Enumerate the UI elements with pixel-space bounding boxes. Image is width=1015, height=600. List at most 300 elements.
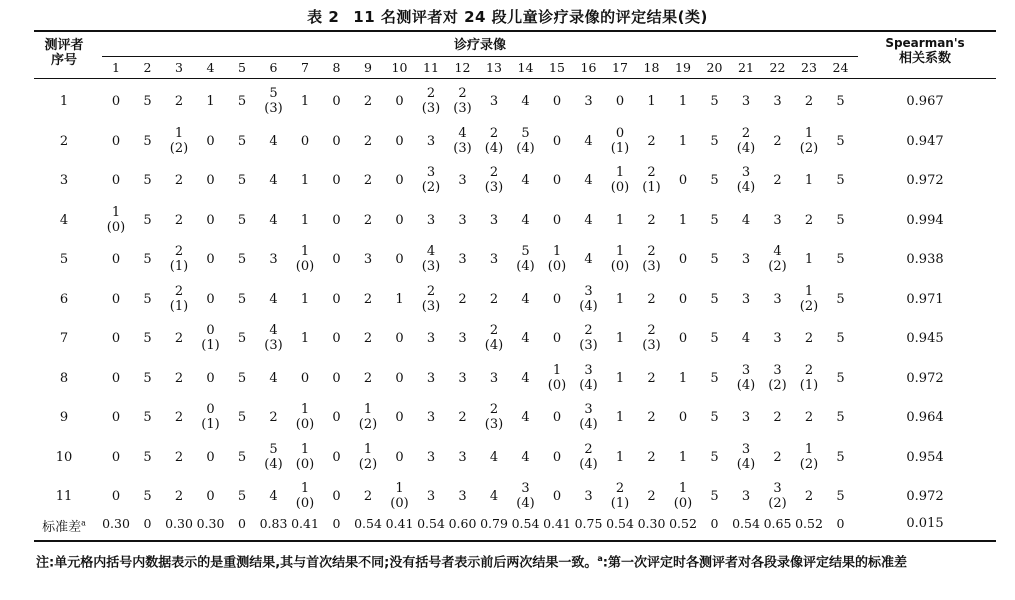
rating-value: 5 bbox=[143, 291, 152, 307]
rating-cell bbox=[383, 371, 417, 386]
rating-value: 0 bbox=[300, 370, 310, 386]
rating-value: 2 bbox=[426, 283, 436, 299]
rating-value: 0 bbox=[332, 410, 341, 425]
rating-cell bbox=[698, 252, 732, 267]
column-number: 15 bbox=[549, 60, 565, 75]
rating-value: 5 bbox=[143, 410, 152, 425]
rating-value: 5 bbox=[710, 212, 719, 228]
rating-value: 0 bbox=[111, 331, 121, 346]
rating-value: 4 bbox=[489, 449, 499, 465]
rating-cell bbox=[540, 363, 574, 393]
rating-value: 2 bbox=[773, 449, 782, 465]
retest-value: (0) bbox=[610, 180, 630, 195]
rating-value: 2 bbox=[458, 86, 467, 101]
rating-cell bbox=[603, 410, 637, 425]
rating-cell bbox=[257, 489, 291, 504]
rating-cell bbox=[509, 244, 543, 274]
rating-value: 0 bbox=[206, 173, 215, 188]
rating-value: 5 bbox=[710, 133, 719, 149]
rating-cell bbox=[572, 442, 606, 472]
rating-cell bbox=[603, 165, 637, 195]
rating-value: 0 bbox=[678, 173, 688, 188]
rating-cell bbox=[414, 410, 448, 425]
rating-value: 2 bbox=[363, 291, 373, 307]
rating-cell bbox=[824, 292, 858, 307]
rating-value: 5 bbox=[836, 331, 845, 346]
std-value: 0.41 bbox=[291, 516, 319, 531]
rating-cell bbox=[761, 292, 795, 307]
retest-value: (0) bbox=[295, 456, 315, 472]
rating-cell bbox=[603, 126, 637, 156]
rating-value: 5 bbox=[143, 94, 152, 109]
rating-cell bbox=[383, 410, 417, 425]
spearman-value: 0.945 bbox=[906, 331, 944, 346]
rating-value: 3 bbox=[521, 481, 530, 496]
rating-cell bbox=[194, 252, 228, 267]
rating-cell bbox=[603, 371, 637, 386]
rating-cell bbox=[824, 371, 858, 386]
rating-cell bbox=[729, 489, 763, 504]
rating-value: 5 bbox=[237, 489, 247, 504]
rating-cell bbox=[477, 371, 511, 386]
rating-cell bbox=[792, 252, 826, 267]
rating-value: 1 bbox=[678, 133, 688, 149]
rating-value: 2 bbox=[804, 331, 814, 346]
rating-cell bbox=[446, 489, 480, 504]
rating-cell bbox=[477, 323, 511, 353]
rating-cell bbox=[446, 410, 480, 425]
std-value: 0.60 bbox=[448, 516, 477, 531]
std-spearman: 0.015 bbox=[906, 516, 944, 531]
rating-value: 3 bbox=[458, 212, 467, 228]
table-caption bbox=[0, 6, 1015, 27]
rating-value: 4 bbox=[521, 449, 530, 465]
rating-value: 2 bbox=[804, 362, 814, 378]
rating-cell bbox=[698, 371, 732, 386]
rating-cell bbox=[162, 331, 196, 346]
rating-cell bbox=[225, 331, 259, 346]
rating-cell bbox=[257, 213, 291, 228]
rating-cell bbox=[666, 213, 700, 228]
table-number: 表 2 bbox=[307, 8, 340, 26]
rating-value: 0 bbox=[332, 252, 341, 267]
rating-value: 4 bbox=[584, 133, 593, 149]
rating-cell bbox=[383, 213, 417, 228]
rating-cell bbox=[162, 450, 196, 465]
rating-cell bbox=[288, 244, 322, 274]
rating-value: 0 bbox=[552, 291, 562, 307]
rating-cell bbox=[194, 489, 228, 504]
rating-value: 1 bbox=[552, 362, 562, 378]
rating-cell bbox=[509, 173, 543, 188]
std-value: 0.30 bbox=[637, 516, 666, 531]
rating-cell bbox=[666, 450, 700, 465]
rating-cell bbox=[351, 173, 385, 188]
rating-cell bbox=[635, 371, 669, 386]
rating-cell bbox=[257, 323, 291, 353]
rating-value: 5 bbox=[836, 173, 845, 188]
note-prefix: 注:单元格内括号内数据表示的是重测结果,其与首次结果不同;没有括号者表示前后两次结果一致。 bbox=[36, 555, 598, 571]
retest-value: (0) bbox=[390, 496, 409, 511]
retest-value: (3) bbox=[264, 338, 283, 353]
rating-value: 3 bbox=[458, 449, 467, 465]
rating-value: 0 bbox=[111, 173, 121, 188]
rating-cell bbox=[572, 323, 606, 353]
spearman-value: 0.947 bbox=[906, 133, 944, 149]
rating-cell bbox=[792, 442, 826, 472]
rating-value: 2 bbox=[489, 402, 499, 417]
std-value: 0.54 bbox=[606, 516, 634, 531]
rating-value: 0 bbox=[332, 331, 341, 346]
rating-value: 5 bbox=[143, 449, 152, 465]
rating-value: 1 bbox=[678, 481, 688, 496]
rating-cell bbox=[257, 442, 291, 472]
rating-value: 0 bbox=[332, 291, 341, 307]
rating-cell bbox=[572, 173, 606, 188]
rating-cell bbox=[288, 134, 322, 149]
rating-value: 4 bbox=[773, 244, 782, 259]
rating-value: 2 bbox=[647, 489, 656, 504]
rating-cell bbox=[383, 252, 417, 267]
rating-cell bbox=[225, 173, 259, 188]
rating-cell bbox=[131, 252, 165, 267]
rating-cell bbox=[603, 292, 637, 307]
rating-value: 1 bbox=[206, 94, 215, 109]
retest-value: (0) bbox=[547, 377, 567, 393]
rating-value: 4 bbox=[741, 331, 751, 346]
std-value: 0 bbox=[238, 516, 246, 531]
rating-cell bbox=[383, 450, 417, 465]
retest-value: (4) bbox=[579, 456, 598, 472]
retest-value: (2) bbox=[768, 259, 787, 274]
rating-cell bbox=[729, 213, 763, 228]
rating-value: 3 bbox=[773, 94, 782, 109]
rating-cell bbox=[540, 134, 574, 149]
rating-cell bbox=[446, 126, 480, 156]
rating-value: 0 bbox=[300, 133, 310, 149]
rating-cell bbox=[540, 244, 574, 274]
rating-cell bbox=[792, 363, 826, 393]
rating-cell bbox=[351, 402, 385, 432]
rating-value: 0 bbox=[111, 291, 121, 307]
rating-value: 5 bbox=[237, 291, 247, 307]
rating-value: 2 bbox=[647, 449, 656, 465]
rating-value: 0 bbox=[395, 331, 404, 346]
rating-cell bbox=[540, 410, 574, 425]
rating-cell bbox=[351, 331, 385, 346]
rating-value: 3 bbox=[426, 165, 436, 180]
retest-value: (2) bbox=[799, 298, 819, 314]
rating-value: 4 bbox=[269, 489, 278, 504]
retest-value: (0) bbox=[673, 496, 693, 511]
rating-cell bbox=[603, 450, 637, 465]
rating-value: 1 bbox=[174, 125, 184, 141]
column-number: 1 bbox=[112, 60, 120, 75]
retest-value: (0) bbox=[295, 496, 315, 511]
column-number: 19 bbox=[675, 60, 691, 75]
std-value: 0 bbox=[143, 516, 152, 531]
rating-cell bbox=[99, 205, 133, 235]
rating-cell bbox=[257, 134, 291, 149]
rating-value: 3 bbox=[489, 212, 499, 228]
rating-value: 5 bbox=[710, 173, 719, 188]
retest-value: (1) bbox=[169, 298, 189, 314]
rating-cell bbox=[194, 173, 228, 188]
rating-value: 3 bbox=[489, 252, 499, 267]
rating-value: 3 bbox=[584, 402, 593, 417]
rating-value: 0 bbox=[332, 489, 341, 504]
rating-value: 0 bbox=[332, 370, 341, 386]
rating-value: 0 bbox=[552, 173, 562, 188]
rating-value: 5 bbox=[836, 212, 845, 228]
rating-value: 3 bbox=[584, 362, 593, 378]
rating-value: 5 bbox=[521, 244, 530, 259]
rating-value: 4 bbox=[269, 291, 278, 307]
rating-cell bbox=[162, 126, 196, 156]
rating-value: 0 bbox=[206, 323, 215, 338]
rating-cell bbox=[162, 173, 196, 188]
rating-cell bbox=[194, 323, 228, 353]
rating-cell bbox=[572, 363, 606, 393]
rating-cell bbox=[572, 489, 606, 504]
rating-value: 0 bbox=[552, 94, 562, 109]
rating-value: 0 bbox=[552, 212, 562, 228]
rating-cell bbox=[351, 213, 385, 228]
rating-cell bbox=[761, 173, 795, 188]
retest-value: (3) bbox=[453, 140, 472, 156]
std-value: 0.83 bbox=[259, 516, 288, 531]
retest-value: (2) bbox=[768, 377, 787, 393]
rating-cell bbox=[603, 213, 637, 228]
rating-value: 2 bbox=[584, 323, 593, 338]
rating-value: 3 bbox=[773, 331, 782, 346]
std-value: 0.52 bbox=[669, 516, 697, 531]
rating-value: 2 bbox=[804, 410, 814, 425]
rating-value: 1 bbox=[678, 449, 688, 465]
rating-value: 2 bbox=[647, 370, 656, 386]
rating-cell bbox=[729, 363, 763, 393]
rating-value: 5 bbox=[836, 133, 845, 149]
rating-cell bbox=[383, 94, 417, 109]
column-number: 7 bbox=[301, 60, 309, 75]
rating-value: 2 bbox=[773, 173, 782, 188]
rating-value: 0 bbox=[206, 252, 215, 267]
rating-value: 2 bbox=[489, 165, 499, 180]
rating-value: 2 bbox=[363, 133, 373, 149]
rating-cell bbox=[194, 371, 228, 386]
rating-value: 3 bbox=[741, 252, 751, 267]
rater-id: 11 bbox=[55, 489, 73, 504]
retest-value: (4) bbox=[484, 338, 504, 353]
rating-cell bbox=[509, 292, 543, 307]
rating-cell bbox=[572, 284, 606, 314]
retest-value: (3) bbox=[484, 417, 504, 432]
rating-value: 3 bbox=[741, 291, 751, 307]
rating-cell bbox=[257, 86, 291, 116]
rating-cell bbox=[761, 244, 795, 274]
rating-cell bbox=[698, 450, 732, 465]
rating-cell bbox=[194, 402, 228, 432]
rating-value: 2 bbox=[363, 212, 373, 228]
rating-cell bbox=[792, 213, 826, 228]
spearman-value: 0.967 bbox=[906, 94, 944, 109]
table-title: 11 名测评者对 24 段儿童诊疗录像的评定结果(类) bbox=[353, 8, 708, 26]
rating-cell bbox=[162, 284, 196, 314]
rating-value: 0 bbox=[552, 331, 562, 346]
top-rule bbox=[34, 30, 996, 32]
rating-value: 4 bbox=[521, 173, 530, 188]
rating-cell bbox=[446, 450, 480, 465]
rating-value: 4 bbox=[521, 331, 530, 346]
rating-value: 0 bbox=[206, 402, 215, 417]
rating-value: 2 bbox=[174, 244, 184, 259]
rating-cell bbox=[698, 94, 732, 109]
rating-cell bbox=[288, 442, 322, 472]
rater-id: 1 bbox=[59, 94, 69, 109]
rating-value: 3 bbox=[773, 212, 782, 228]
rating-value: 1 bbox=[804, 441, 814, 457]
rating-cell bbox=[257, 173, 291, 188]
rating-value: 5 bbox=[710, 291, 719, 307]
rating-value: 1 bbox=[300, 212, 310, 228]
rating-cell bbox=[635, 292, 669, 307]
spearman-value: 0.964 bbox=[906, 410, 944, 425]
rating-value: 0 bbox=[678, 291, 688, 307]
rating-cell bbox=[320, 331, 354, 346]
rating-value: 0 bbox=[111, 489, 121, 504]
rating-value: 2 bbox=[804, 489, 814, 504]
rating-value: 2 bbox=[489, 323, 499, 338]
rating-cell bbox=[540, 173, 574, 188]
rating-value: 1 bbox=[111, 204, 121, 220]
rating-cell bbox=[99, 252, 133, 267]
rater-header bbox=[34, 38, 94, 68]
rating-cell bbox=[761, 410, 795, 425]
rating-value: 2 bbox=[174, 94, 184, 109]
rating-cell bbox=[446, 213, 480, 228]
rating-value: 2 bbox=[174, 283, 184, 299]
rating-cell bbox=[257, 252, 291, 267]
rating-value: 3 bbox=[584, 489, 593, 504]
note-suffix: :第一次评定时各测评者对各段录像评定结果的标准差 bbox=[602, 555, 907, 571]
rating-value: 0 bbox=[395, 212, 404, 228]
spearman-header bbox=[870, 36, 980, 66]
rating-value: 2 bbox=[174, 212, 184, 228]
rating-value: 5 bbox=[836, 370, 845, 386]
rating-value: 1 bbox=[300, 94, 310, 109]
rating-value: 4 bbox=[269, 323, 278, 338]
spearman-header-line1: Spearman's bbox=[885, 36, 965, 50]
rating-value: 2 bbox=[363, 489, 373, 504]
retest-value: (1) bbox=[799, 377, 819, 393]
rating-value: 3 bbox=[773, 362, 782, 378]
rating-value: 1 bbox=[300, 331, 310, 346]
rating-value: 2 bbox=[458, 291, 467, 307]
rating-cell bbox=[666, 292, 700, 307]
rating-cell bbox=[257, 410, 291, 425]
retest-value: (2) bbox=[799, 140, 819, 156]
rating-cell bbox=[446, 292, 480, 307]
rating-value: 0 bbox=[206, 133, 215, 149]
rating-value: 4 bbox=[489, 489, 499, 504]
retest-value: (1) bbox=[169, 259, 189, 274]
rater-id: 3 bbox=[59, 173, 69, 188]
rating-cell bbox=[162, 94, 196, 109]
rating-cell bbox=[540, 94, 574, 109]
rating-cell bbox=[288, 292, 322, 307]
rating-value: 1 bbox=[804, 283, 814, 299]
rating-cell bbox=[509, 481, 543, 511]
rating-cell bbox=[131, 173, 165, 188]
rating-value: 4 bbox=[269, 173, 278, 188]
rating-cell bbox=[824, 173, 858, 188]
rating-cell bbox=[194, 292, 228, 307]
rating-value: 0 bbox=[395, 173, 404, 188]
rating-cell bbox=[446, 371, 480, 386]
spearman-value: 0.972 bbox=[906, 173, 944, 188]
rating-value: 3 bbox=[741, 410, 751, 425]
column-number: 22 bbox=[769, 60, 786, 75]
rating-value: 3 bbox=[426, 449, 436, 465]
rating-value: 5 bbox=[269, 441, 278, 457]
rating-cell bbox=[288, 331, 322, 346]
retest-value: (0) bbox=[547, 259, 567, 274]
rating-cell bbox=[477, 489, 511, 504]
column-number: 18 bbox=[643, 60, 660, 75]
rating-value: 3 bbox=[741, 489, 751, 504]
rating-cell bbox=[824, 213, 858, 228]
rating-value: 1 bbox=[300, 244, 310, 259]
rating-value: 2 bbox=[174, 370, 184, 386]
rating-cell bbox=[635, 94, 669, 109]
rating-cell bbox=[99, 410, 133, 425]
videos-header: 诊疗录像 bbox=[453, 38, 506, 53]
rating-value: 5 bbox=[521, 125, 530, 141]
rating-value: 0 bbox=[395, 133, 404, 149]
rating-value: 2 bbox=[363, 370, 373, 386]
rating-value: 0 bbox=[395, 94, 404, 109]
rating-value: 3 bbox=[773, 481, 782, 496]
rating-cell bbox=[635, 213, 669, 228]
rating-value: 2 bbox=[363, 331, 373, 346]
rating-value: 2 bbox=[174, 173, 184, 188]
retest-value: (4) bbox=[579, 417, 598, 432]
rating-value: 0 bbox=[111, 410, 121, 425]
rater-id: 8 bbox=[59, 370, 69, 386]
rating-cell bbox=[477, 292, 511, 307]
rating-cell bbox=[99, 489, 133, 504]
rating-cell bbox=[414, 213, 448, 228]
rating-value: 0 bbox=[395, 449, 404, 465]
rating-cell bbox=[446, 86, 480, 116]
rating-cell bbox=[351, 442, 385, 472]
rating-value: 5 bbox=[237, 94, 247, 109]
rater-id: 6 bbox=[59, 291, 69, 307]
column-number: 20 bbox=[706, 60, 723, 75]
rating-value: 1 bbox=[615, 370, 625, 386]
rating-cell bbox=[698, 331, 732, 346]
rating-value: 1 bbox=[395, 291, 404, 307]
rater-id: 7 bbox=[59, 331, 69, 346]
rating-value: 1 bbox=[552, 244, 562, 259]
rating-value: 5 bbox=[237, 133, 247, 149]
rating-cell bbox=[320, 410, 354, 425]
std-label bbox=[34, 516, 94, 535]
retest-value: (0) bbox=[295, 417, 315, 432]
rater-id: 10 bbox=[55, 449, 73, 465]
retest-value: (4) bbox=[736, 456, 756, 472]
std-value: 0 bbox=[710, 516, 719, 531]
